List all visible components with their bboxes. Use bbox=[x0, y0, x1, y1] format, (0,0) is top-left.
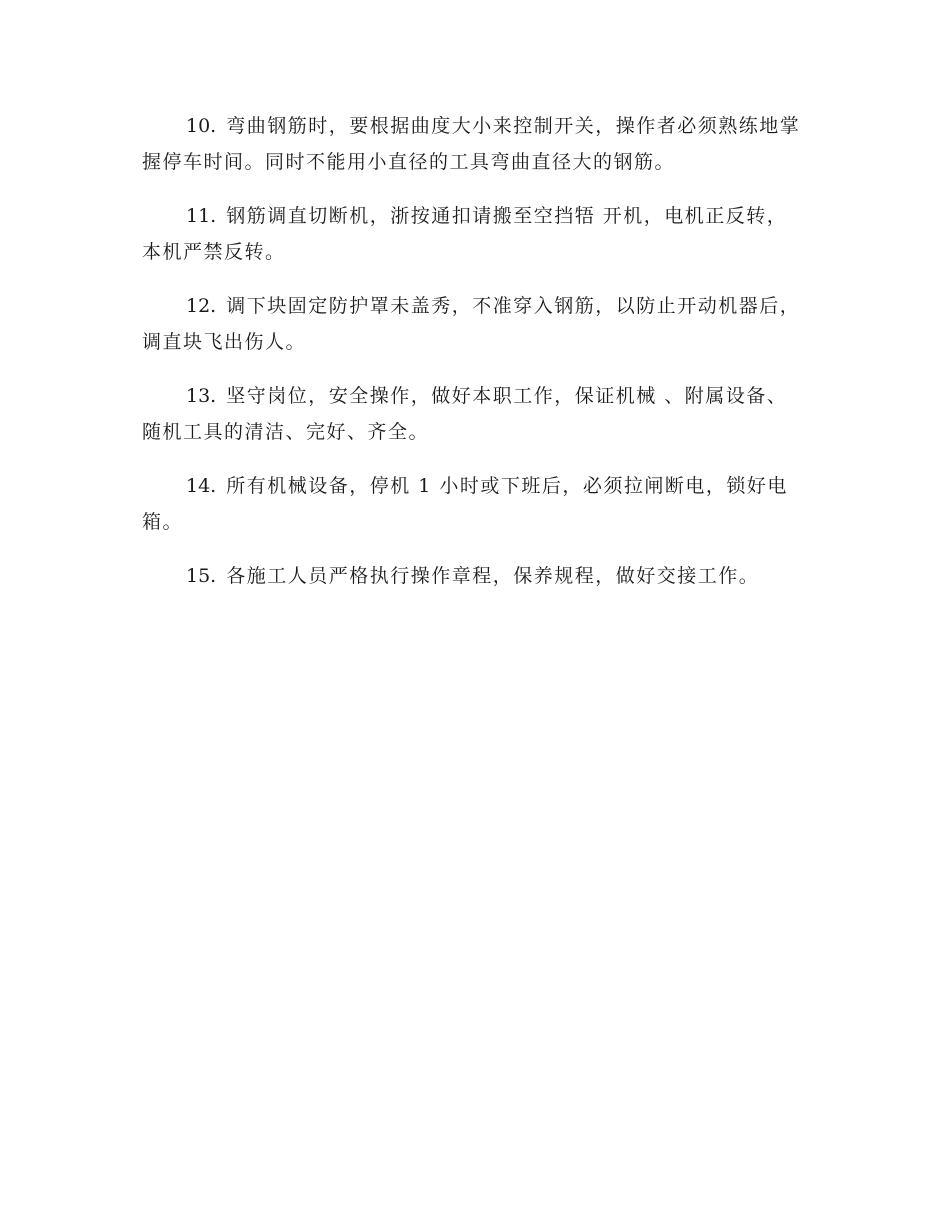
item-number: 14. bbox=[186, 475, 217, 497]
list-item bbox=[142, 288, 802, 360]
item-number: 11. bbox=[186, 205, 217, 227]
item-text: 所有机械设备，停机 1 小时或下班后，必须拉闸断电，锁好电箱。 bbox=[142, 475, 788, 533]
item-number: 10. bbox=[186, 115, 217, 137]
item-text: 坚守岗位，安全操作，做好本职工作，保证机械 、附属设备、随机工具的清洁、完好、齐全。 bbox=[142, 385, 788, 443]
list-item bbox=[142, 468, 802, 540]
list-item bbox=[142, 558, 802, 594]
list-item bbox=[142, 378, 802, 450]
item-text: 调下块固定防护罩未盖秀，不准穿入钢筋，以防止开动机器后，调直块飞出伤人。 bbox=[142, 295, 801, 353]
item-number: 13. bbox=[186, 385, 217, 407]
list-item bbox=[142, 198, 802, 270]
list-item bbox=[142, 108, 802, 180]
item-text: 钢筋调直切断机，浙按通扣请搬至空挡牾 开机，电机正反转，本机严禁反转。 bbox=[142, 205, 788, 263]
item-number: 15. bbox=[186, 565, 217, 587]
document-body bbox=[142, 108, 802, 612]
item-text: 各施工人员严格执行操作章程，保养规程，做好交接工作。 bbox=[226, 565, 760, 587]
item-number: 12. bbox=[186, 295, 217, 317]
item-text: 弯曲钢筋时，要根据曲度大小来控制开关，操作者必须熟练地掌握停车时间。同时不能用小直径的工具弯曲直径大的钢筋。 bbox=[142, 115, 801, 173]
